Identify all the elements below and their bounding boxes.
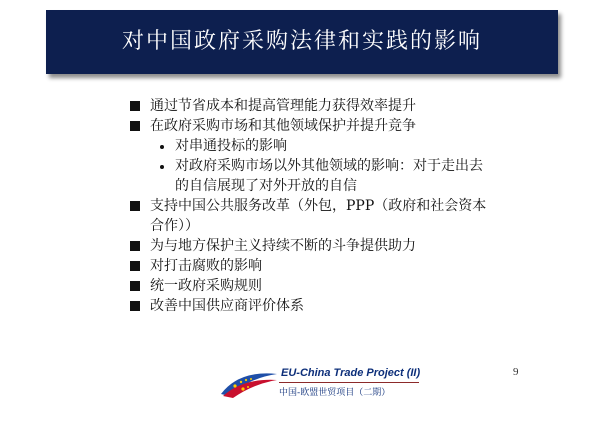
sub-list-item-text-cont: 的自信展现了对外开放的自信	[175, 178, 357, 194]
list-item	[130, 296, 570, 316]
list-item	[130, 276, 570, 296]
sub-list-item	[130, 136, 570, 156]
logo-english-text: EU-China Trade Project (II)	[281, 367, 421, 379]
dot-bullet-icon	[160, 145, 164, 149]
list-item	[130, 196, 570, 236]
page-number: 9	[513, 366, 519, 378]
square-bullet-icon	[130, 261, 140, 271]
slide-title: 对中国政府采购法律和实践的影响	[121, 29, 482, 54]
list-item-text-cont: 合作））	[150, 218, 199, 234]
square-bullet-icon	[130, 301, 140, 311]
content-list	[130, 96, 570, 316]
sub-list-item-text: 对串通投标的影响	[175, 138, 287, 154]
square-bullet-icon	[130, 101, 140, 111]
square-bullet-icon	[130, 241, 140, 251]
logo-divider	[279, 382, 419, 383]
square-bullet-icon	[130, 121, 140, 131]
list-item	[130, 256, 570, 276]
list-item-text: 改善中国供应商评价体系	[150, 298, 304, 314]
list-item	[130, 116, 570, 136]
list-item	[130, 236, 570, 256]
list-item-text: 对打击腐败的影响	[150, 258, 262, 274]
list-item-text: 在政府采购市场和其他领域保护并提升竞争	[150, 118, 416, 134]
square-bullet-icon	[130, 201, 140, 211]
list-item	[130, 96, 570, 116]
sub-list-item	[130, 156, 570, 196]
list-item-text: 通过节省成本和提高管理能力获得效率提升	[150, 98, 416, 114]
square-bullet-icon	[130, 281, 140, 291]
sub-list-item-text: 对政府采购市场以外其他领域的影响：对于走出去	[175, 158, 483, 174]
project-logo	[219, 364, 419, 400]
title-bar	[46, 10, 558, 74]
flags-swoosh-icon	[219, 364, 279, 400]
list-item-text: 统一政府采购规则	[150, 278, 262, 294]
list-item-text: 为与地方保护主义持续不断的斗争提供助力	[150, 238, 416, 254]
logo-chinese-text: 中国-欧盟世贸项目（二期）	[279, 388, 391, 398]
list-item-text: 支持中国公共服务改革（外包，PPP（政府和社会资本	[150, 198, 487, 214]
dot-bullet-icon	[160, 165, 164, 169]
